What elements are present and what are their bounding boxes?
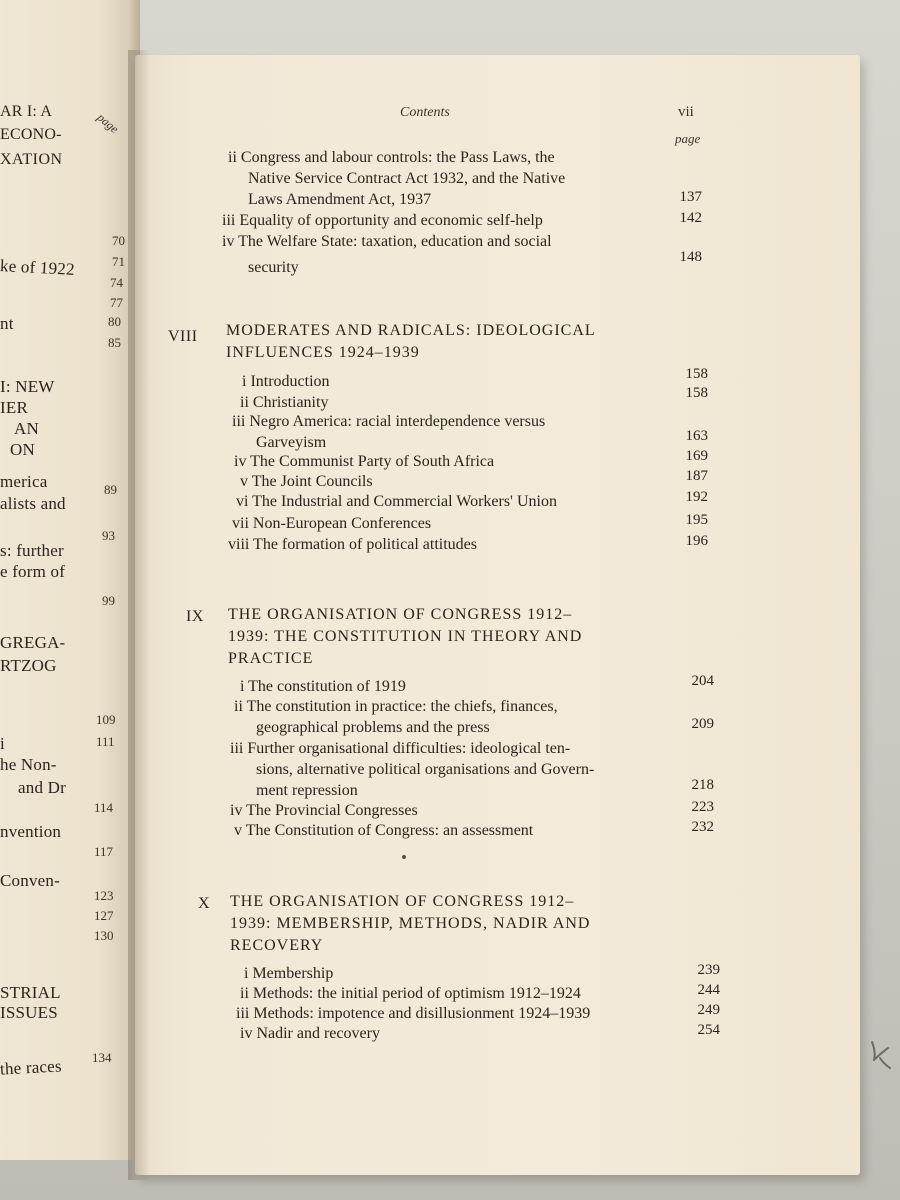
toc-page-number: 137 xyxy=(679,189,702,205)
left-heading-line: XATION xyxy=(0,151,63,168)
left-text-fragment: e form of xyxy=(0,562,66,581)
left-page-number: 117 xyxy=(94,844,114,859)
toc-entry-line: vii Non-European Conferences xyxy=(232,515,432,532)
left-text-fragment: I: NEW xyxy=(0,377,55,396)
toc-entry-line: security xyxy=(248,259,299,276)
toc-page-number: 209 xyxy=(691,716,714,732)
running-head: Contents xyxy=(400,105,450,120)
left-page-number: 130 xyxy=(94,928,114,943)
left-text-fragment: RTZOG xyxy=(0,656,57,675)
toc-page-number: 204 xyxy=(691,673,714,689)
left-page-number: 127 xyxy=(94,908,114,923)
folio-number: vii xyxy=(678,104,694,120)
chapter-title-line: MODERATES AND RADICALS: IDEOLOGICAL xyxy=(226,322,596,339)
left-text-fragment: nt xyxy=(0,314,14,333)
toc-entry-line: iii Negro America: racial interdependence versus xyxy=(232,413,546,430)
left-text-fragment: i xyxy=(0,734,5,753)
toc-entry-line: i The constitution of 1919 xyxy=(240,678,406,695)
left-text-fragment: the races xyxy=(0,1056,63,1079)
left-text-fragment: ON xyxy=(10,440,35,459)
toc-entry-line: Native Service Contract Act 1932, and the Native xyxy=(248,170,566,187)
left-text-fragment: merica xyxy=(0,472,48,491)
left-heading-line: ECONO- xyxy=(0,126,62,143)
toc-page-number: 218 xyxy=(691,777,714,793)
toc-page-number: 249 xyxy=(697,1002,720,1018)
toc-page-number: 148 xyxy=(679,249,702,265)
toc-entry-line: ii Methods: the initial period of optimism 1912–1924 xyxy=(240,985,581,1002)
toc-page-number: 254 xyxy=(697,1022,720,1038)
chapter-number: VIII xyxy=(168,328,198,345)
left-page-number: 114 xyxy=(94,800,114,815)
left-page-number: 93 xyxy=(102,528,115,543)
left-text-fragment: and Dr xyxy=(18,778,66,797)
left-text-fragment: alists and xyxy=(0,494,66,513)
toc-entry-line: ii Congress and labour controls: the Pass Laws, the xyxy=(228,149,555,166)
left-page-number: 85 xyxy=(108,335,121,350)
toc-entry-line: iv The Provincial Congresses xyxy=(230,802,418,819)
left-text-fragment: ke of 1922 xyxy=(0,256,76,279)
chapter-number: X xyxy=(198,895,211,912)
printing-speck xyxy=(402,855,406,859)
toc-page-number: 163 xyxy=(685,428,708,444)
page-column-label: page xyxy=(675,131,701,146)
toc-page-number: 142 xyxy=(679,210,702,226)
left-text-fragment: Conven- xyxy=(0,871,60,890)
toc-page-number: 158 xyxy=(685,385,708,401)
left-page-number: 99 xyxy=(102,593,115,608)
pencil-mark-icon xyxy=(866,1038,896,1072)
toc-entry-line: iii Equality of opportunity and economic self-help xyxy=(222,212,543,229)
left-text-fragment: GREGA- xyxy=(0,633,66,652)
toc-page-number: 169 xyxy=(685,448,708,464)
toc-entry-line: ii Christianity xyxy=(240,394,329,411)
left-text-fragment: s: further xyxy=(0,541,64,560)
left-page-number: 134 xyxy=(92,1050,112,1065)
left-text-fragment: STRIAL xyxy=(0,983,61,1002)
left-page-number: 74 xyxy=(110,275,123,290)
chapter-number: IX xyxy=(186,608,204,625)
left-page-label: page xyxy=(94,110,122,136)
left-text-fragment: ISSUES xyxy=(0,1003,58,1022)
toc-entry-line: Garveyism xyxy=(256,434,327,451)
left-text-fragment: he Non- xyxy=(0,755,57,774)
chapter-title-line: PRACTICE xyxy=(228,650,314,667)
toc-entry-line: sions, alternative political organisations and Govern- xyxy=(256,761,595,778)
toc-page-number: 244 xyxy=(697,982,720,998)
toc-page-number: 196 xyxy=(685,533,708,549)
chapter-title-line: INFLUENCES 1924–1939 xyxy=(226,344,420,361)
chapter-title-line: THE ORGANISATION OF CONGRESS 1912– xyxy=(230,893,575,910)
left-text-fragment: IER xyxy=(0,398,28,417)
chapter-title-line: 1939: MEMBERSHIP, METHODS, NADIR AND xyxy=(230,915,591,932)
toc-entry-line: viii The formation of political attitudes xyxy=(228,536,477,553)
left-page-number: 111 xyxy=(96,734,115,749)
left-text-fragment: AN xyxy=(14,419,39,438)
toc-page-number: 195 xyxy=(685,512,708,528)
toc-entry-line: iii Further organisational difficulties: ideological ten- xyxy=(230,740,571,757)
toc-page-number: 232 xyxy=(691,819,714,835)
toc-entry-line: ment repression xyxy=(256,782,358,799)
toc-entry-line: v The Joint Councils xyxy=(240,473,373,490)
toc-entry-line: v The Constitution of Congress: an assessment xyxy=(234,822,534,839)
left-page xyxy=(0,0,140,1160)
toc-page-number: 192 xyxy=(685,489,708,505)
left-page-number: 71 xyxy=(112,254,125,269)
toc-page-number: 239 xyxy=(697,962,720,978)
toc-entry-line: iv The Welfare State: taxation, education and social xyxy=(222,233,552,250)
left-text-fragment: nvention xyxy=(0,822,62,841)
gutter-shadow xyxy=(128,50,150,1180)
toc-entry-line: ii The constitution in practice: the chiefs, finances, xyxy=(234,698,558,715)
toc-entry-line: i Membership xyxy=(244,965,334,982)
left-page-number: 123 xyxy=(94,888,114,903)
toc-entry-line: vi The Industrial and Commercial Workers' Union xyxy=(236,493,557,510)
toc-entry-line: Laws Amendment Act, 1937 xyxy=(248,191,432,208)
toc-entry-line: iv The Communist Party of South Africa xyxy=(234,453,495,470)
toc-page-number: 223 xyxy=(691,799,714,815)
toc-page-number: 158 xyxy=(685,366,708,382)
toc-entry-line: geographical problems and the press xyxy=(256,719,490,736)
toc-page-number: 187 xyxy=(685,468,708,484)
chapter-title-line: RECOVERY xyxy=(230,937,324,954)
left-page-number: 77 xyxy=(110,295,123,310)
chapter-title-line: 1939: THE CONSTITUTION IN THEORY AND xyxy=(228,628,583,645)
left-page-number: 80 xyxy=(108,314,121,329)
left-page-number: 89 xyxy=(104,482,117,497)
left-page-number: 109 xyxy=(96,712,116,727)
toc-entry-line: iv Nadir and recovery xyxy=(240,1025,380,1042)
chapter-title-line: THE ORGANISATION OF CONGRESS 1912– xyxy=(228,606,573,623)
left-heading-line: AR I: A xyxy=(0,103,53,120)
toc-entry-line: iii Methods: impotence and disillusionment 1924–1939 xyxy=(236,1005,591,1022)
left-page-number: 70 xyxy=(112,233,125,248)
toc-entry-line: i Introduction xyxy=(242,373,330,390)
